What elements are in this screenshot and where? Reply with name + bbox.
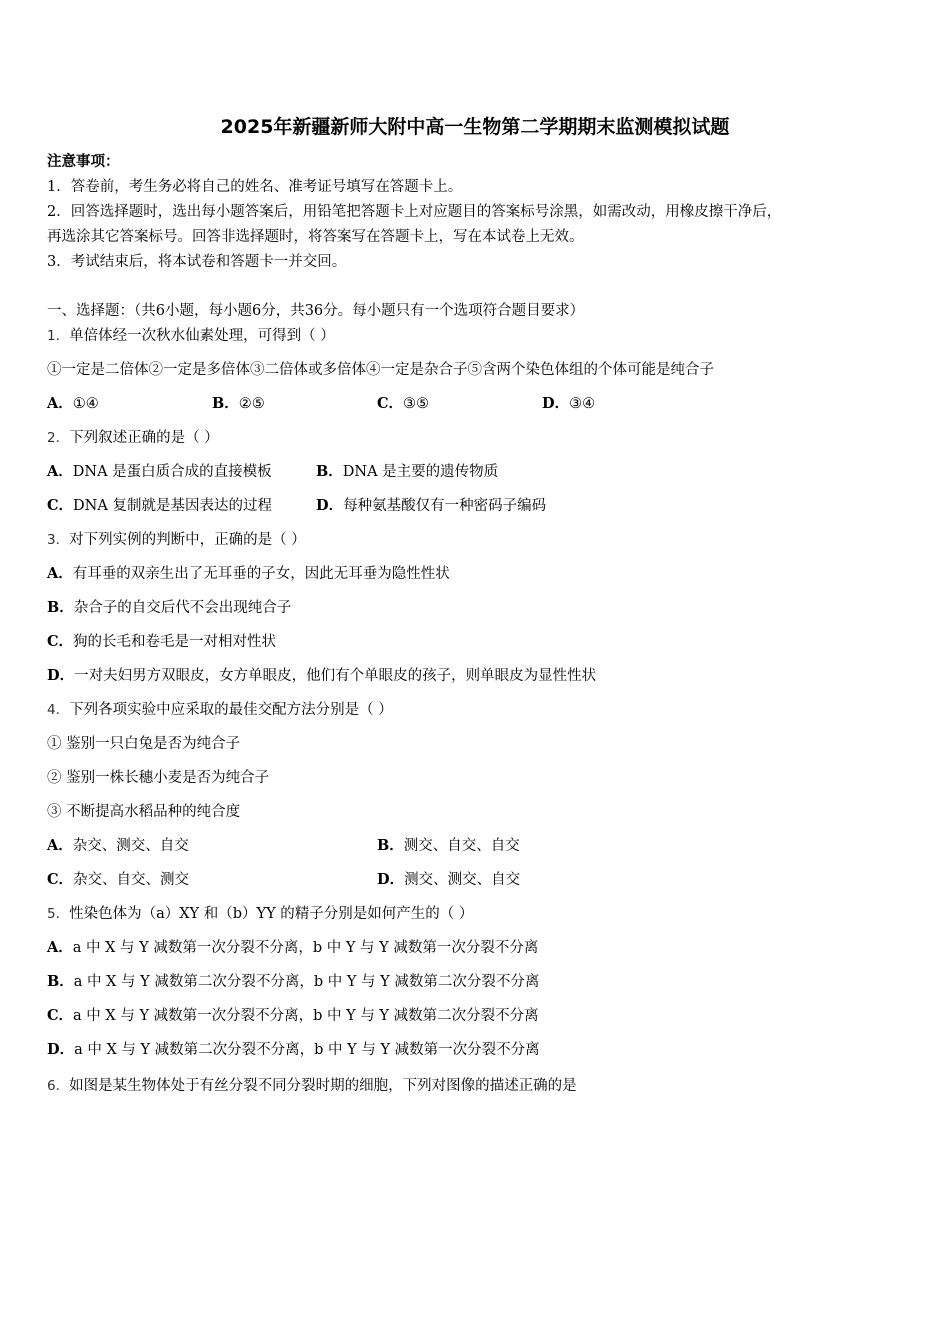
question-number: 2．: [47, 430, 70, 446]
notice-heading: 注意事项：: [47, 153, 120, 170]
page-title: 2025年新疆新师大附中高一生物第二学期期末监测模拟试题: [220, 116, 730, 138]
section-heading: 一、选择题：（共6小题，每小题6分，共36分。每小题只有一个选项符合题目要求）: [47, 303, 585, 319]
option-b: B．②⑤: [212, 395, 265, 412]
option-d: D．测交、测交、自交: [377, 871, 521, 888]
question-number: 5．: [47, 906, 70, 922]
question-4-item: ② 鉴别一株长穗小麦是否为纯合子: [47, 770, 270, 786]
question-1: [47, 326, 335, 346]
notice-item: 2．回答选择题时，选出每小题答案后，用铅笔把答题卡上对应题目的答案标号涂黑，如需改动，用橡皮擦干净后，: [47, 204, 782, 220]
option-a: A．①④: [47, 395, 99, 412]
question-3: [47, 530, 306, 550]
option-d: D．a 中 X 与 Y 减数第二次分裂不分离，b 中 Y 与 Y 减数第一次分裂不分离: [47, 1041, 540, 1058]
question-6: [47, 1076, 577, 1096]
question-4: [47, 700, 393, 720]
option-a: A．杂交、测交、自交: [47, 837, 189, 854]
option-d: D．一对夫妇男方双眼皮，女方单眼皮，他们有个单眼皮的孩子，则单眼皮为显性性状: [47, 667, 597, 684]
option-a: A．a 中 X 与 Y 减数第一次分裂不分离，b 中 Y 与 Y 减数第一次分裂不分离: [47, 939, 539, 956]
question-number: 1．: [47, 328, 70, 344]
question-number: 3．: [47, 532, 70, 548]
question-stem: 性染色体为（a）XY 和（b）YY 的精子分别是如何产生的（ ）: [69, 906, 474, 922]
question-1-statement: ①一定是二倍体②一定是多倍体③二倍体或多倍体④一定是杂合子⑤含两个染色体组的个体可能是纯合子: [47, 362, 714, 378]
question-5: [47, 904, 473, 924]
question-2: [47, 428, 219, 448]
option-d: D．③④: [542, 395, 596, 412]
question-4-item: ③ 不断提高水稻品种的纯合度: [47, 804, 241, 820]
option-b: B．杂合子的自交后代不会出现纯合子: [47, 599, 292, 616]
option-a: A．DNA 是蛋白质合成的直接模板: [47, 463, 272, 480]
option-c: C．③⑤: [377, 395, 430, 412]
option-c: C．狗的长毛和卷毛是一对相对性状: [47, 633, 277, 650]
option-b: B．a 中 X 与 Y 减数第二次分裂不分离，b 中 Y 与 Y 减数第二次分裂不分离: [47, 973, 540, 990]
question-stem: 下列叙述正确的是（ ）: [69, 430, 219, 446]
option-a: A．有耳垂的双亲生出了无耳垂的子女，因此无耳垂为隐性性状: [47, 565, 450, 582]
question-number: 6．: [47, 1078, 70, 1094]
question-stem: 下列各项实验中应采取的最佳交配方法分别是（ ）: [69, 702, 393, 718]
notice-item: 再选涂其它答案标号。回答非选择题时，将答案写在答题卡上，写在本试卷上无效。: [47, 229, 584, 245]
question-stem: 如图是某生物体处于有丝分裂不同分裂时期的细胞，下列对图像的描述正确的是: [69, 1078, 577, 1094]
question-stem: 对下列实例的判断中，正确的是（ ）: [69, 532, 306, 548]
notice-item: 1．答卷前，考生务必将自己的姓名、准考证号填写在答题卡上。: [47, 179, 463, 195]
option-b: B．DNA 是主要的遗传物质: [316, 463, 499, 480]
question-stem: 单倍体经一次秋水仙素处理，可得到（ ）: [69, 328, 335, 344]
question-4-item: ① 鉴别一只白兔是否为纯合子: [47, 736, 241, 752]
question-number: 4．: [47, 702, 70, 718]
notice-item: 3．考试结束后，将本试卷和答题卡一并交回。: [47, 254, 347, 270]
option-c: C．杂交、自交、测交: [47, 871, 190, 888]
option-c: C．a 中 X 与 Y 减数第一次分裂不分离，b 中 Y 与 Y 减数第二次分裂不分离: [47, 1007, 539, 1024]
option-b: B．测交、自交、自交: [377, 837, 520, 854]
option-d: D．每种氨基酸仅有一种密码子编码: [316, 497, 547, 514]
option-c: C．DNA 复制就是基因表达的过程: [47, 497, 272, 514]
